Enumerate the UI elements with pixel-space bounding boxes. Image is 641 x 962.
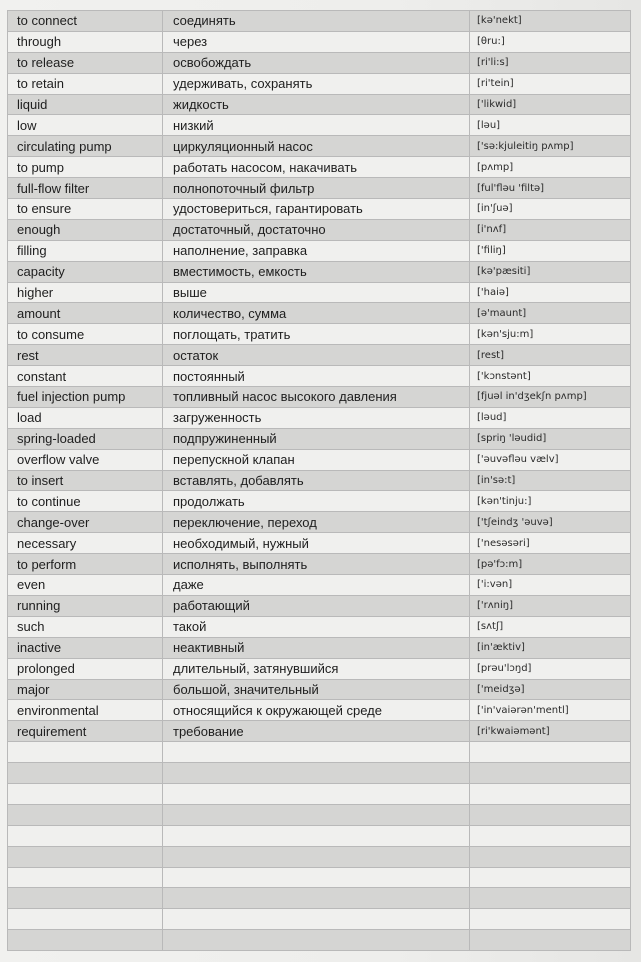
translation-cell: циркуляционный насос (163, 136, 470, 157)
empty-cell (470, 804, 631, 825)
empty-cell (163, 846, 470, 867)
term-cell: fuel injection pump (8, 387, 163, 408)
translation-cell: остаток (163, 345, 470, 366)
empty-cell (470, 888, 631, 909)
term-cell: requirement (8, 721, 163, 742)
transcription-cell: [ri'kwaiəmənt] (470, 721, 631, 742)
translation-cell: через (163, 31, 470, 52)
vocabulary-row (8, 595, 631, 616)
transcription-cell: [in'ʃuə] (470, 199, 631, 220)
term-cell: to retain (8, 73, 163, 94)
empty-cell (8, 825, 163, 846)
vocabulary-row (8, 157, 631, 178)
translation-cell: требование (163, 721, 470, 742)
translation-cell: соединять (163, 11, 470, 32)
vocabulary-row (8, 554, 631, 575)
empty-cell (8, 783, 163, 804)
term-cell: inactive (8, 637, 163, 658)
translation-cell: большой, значительный (163, 679, 470, 700)
transcription-cell: ['likwid] (470, 94, 631, 115)
vocabulary-row (8, 637, 631, 658)
empty-cell (163, 825, 470, 846)
translation-cell: загруженность (163, 407, 470, 428)
term-cell: change-over (8, 512, 163, 533)
translation-cell: подпружиненный (163, 428, 470, 449)
translation-cell: поглощать, тратить (163, 324, 470, 345)
vocabulary-row (8, 115, 631, 136)
term-cell: to continue (8, 491, 163, 512)
translation-cell: жидкость (163, 94, 470, 115)
term-cell: environmental (8, 700, 163, 721)
transcription-cell: ['kɔnstənt] (470, 366, 631, 387)
transcription-cell: [ləud] (470, 407, 631, 428)
empty-cell (163, 909, 470, 930)
term-cell: even (8, 575, 163, 596)
empty-cell (163, 742, 470, 763)
vocabulary-table-body (8, 11, 631, 951)
vocabulary-row (8, 324, 631, 345)
vocabulary-row (8, 512, 631, 533)
empty-row (8, 804, 631, 825)
empty-cell (163, 763, 470, 784)
transcription-cell: ['in'vaiərən'mentl] (470, 700, 631, 721)
vocabulary-row (8, 575, 631, 596)
translation-cell: работать насосом, накачивать (163, 157, 470, 178)
vocabulary-row (8, 282, 631, 303)
vocabulary-row (8, 679, 631, 700)
translation-cell: вставлять, добавлять (163, 470, 470, 491)
term-cell: rest (8, 345, 163, 366)
vocabulary-row (8, 470, 631, 491)
term-cell: full-flow filter (8, 178, 163, 199)
empty-cell (8, 846, 163, 867)
translation-cell: удостовериться, гарантировать (163, 199, 470, 220)
term-cell: overflow valve (8, 449, 163, 470)
term-cell: to perform (8, 554, 163, 575)
term-cell: prolonged (8, 658, 163, 679)
term-cell: circulating pump (8, 136, 163, 157)
transcription-cell: ['filiŋ] (470, 240, 631, 261)
translation-cell: вместимость, емкость (163, 261, 470, 282)
empty-cell (470, 825, 631, 846)
vocabulary-row (8, 73, 631, 94)
translation-cell: постоянный (163, 366, 470, 387)
translation-cell: неактивный (163, 637, 470, 658)
vocabulary-row (8, 407, 631, 428)
transcription-cell: [kən'sju:m] (470, 324, 631, 345)
vocabulary-row (8, 658, 631, 679)
translation-cell: даже (163, 575, 470, 596)
vocabulary-row (8, 721, 631, 742)
empty-row (8, 742, 631, 763)
term-cell: to consume (8, 324, 163, 345)
term-cell: capacity (8, 261, 163, 282)
transcription-cell: [sʌtʃ] (470, 616, 631, 637)
translation-cell: перепускной клапан (163, 449, 470, 470)
empty-cell (8, 867, 163, 888)
vocabulary-row (8, 366, 631, 387)
transcription-cell: [prəu'lɔŋd] (470, 658, 631, 679)
empty-cell (470, 930, 631, 951)
transcription-cell: [ə'maunt] (470, 303, 631, 324)
term-cell: load (8, 407, 163, 428)
translation-cell: низкий (163, 115, 470, 136)
empty-cell (163, 804, 470, 825)
transcription-cell: [i'nʌf] (470, 219, 631, 240)
transcription-cell: [ful'fləu 'filtə] (470, 178, 631, 199)
empty-row (8, 825, 631, 846)
transcription-cell: [kə'nekt] (470, 11, 631, 32)
vocabulary-row (8, 491, 631, 512)
translation-cell: такой (163, 616, 470, 637)
vocabulary-row (8, 533, 631, 554)
empty-cell (8, 909, 163, 930)
vocabulary-row (8, 199, 631, 220)
transcription-cell: [in'sə:t] (470, 470, 631, 491)
vocabulary-row (8, 616, 631, 637)
term-cell: higher (8, 282, 163, 303)
term-cell: running (8, 595, 163, 616)
vocabulary-row (8, 11, 631, 32)
vocabulary-row (8, 31, 631, 52)
term-cell: liquid (8, 94, 163, 115)
empty-row (8, 888, 631, 909)
empty-cell (8, 930, 163, 951)
translation-cell: освобождать (163, 52, 470, 73)
empty-cell (470, 846, 631, 867)
vocabulary-row (8, 240, 631, 261)
translation-cell: необходимый, нужный (163, 533, 470, 554)
transcription-cell: [pʌmp] (470, 157, 631, 178)
empty-cell (8, 763, 163, 784)
term-cell: spring-loaded (8, 428, 163, 449)
empty-cell (470, 742, 631, 763)
translation-cell: достаточный, достаточно (163, 219, 470, 240)
term-cell: to pump (8, 157, 163, 178)
translation-cell: исполнять, выполнять (163, 554, 470, 575)
vocabulary-table (7, 10, 631, 951)
term-cell: constant (8, 366, 163, 387)
term-cell: major (8, 679, 163, 700)
empty-row (8, 930, 631, 951)
term-cell: to release (8, 52, 163, 73)
empty-cell (470, 909, 631, 930)
transcription-cell: ['əuvəfləu vælv] (470, 449, 631, 470)
translation-cell: продолжать (163, 491, 470, 512)
translation-cell: наполнение, заправка (163, 240, 470, 261)
transcription-cell: [ri'tein] (470, 73, 631, 94)
transcription-cell: [θru:] (470, 31, 631, 52)
transcription-cell: [pə'fɔ:m] (470, 554, 631, 575)
empty-cell (163, 783, 470, 804)
transcription-cell: ['i:vən] (470, 575, 631, 596)
translation-cell: количество, сумма (163, 303, 470, 324)
vocabulary-row (8, 219, 631, 240)
translation-cell: топливный насос высокого давления (163, 387, 470, 408)
term-cell: amount (8, 303, 163, 324)
empty-cell (470, 763, 631, 784)
translation-cell: длительный, затянувшийся (163, 658, 470, 679)
vocabulary-row (8, 52, 631, 73)
empty-cell (163, 867, 470, 888)
vocabulary-row (8, 700, 631, 721)
vocabulary-row (8, 136, 631, 157)
translation-cell: переключение, переход (163, 512, 470, 533)
empty-row (8, 846, 631, 867)
empty-cell (470, 783, 631, 804)
empty-cell (163, 930, 470, 951)
empty-row (8, 909, 631, 930)
empty-row (8, 867, 631, 888)
vocabulary-row (8, 345, 631, 366)
transcription-cell: [kən'tinju:] (470, 491, 631, 512)
term-cell: such (8, 616, 163, 637)
empty-row (8, 763, 631, 784)
vocabulary-row (8, 261, 631, 282)
term-cell: necessary (8, 533, 163, 554)
vocabulary-row (8, 449, 631, 470)
vocabulary-row (8, 178, 631, 199)
empty-cell (8, 804, 163, 825)
empty-cell (8, 888, 163, 909)
translation-cell: полнопоточный фильтр (163, 178, 470, 199)
term-cell: to ensure (8, 199, 163, 220)
vocabulary-row (8, 387, 631, 408)
transcription-cell: [rest] (470, 345, 631, 366)
empty-cell (163, 888, 470, 909)
translation-cell: выше (163, 282, 470, 303)
transcription-cell: ['meidʒə] (470, 679, 631, 700)
transcription-cell: ['nesəsəri] (470, 533, 631, 554)
transcription-cell: [spriŋ 'ləudid] (470, 428, 631, 449)
transcription-cell: [in'æktiv] (470, 637, 631, 658)
translation-cell: относящийся к окружающей среде (163, 700, 470, 721)
transcription-cell: [fjuəl in'dʒekʃn pʌmp] (470, 387, 631, 408)
empty-cell (8, 742, 163, 763)
transcription-cell: ['haiə] (470, 282, 631, 303)
term-cell: low (8, 115, 163, 136)
term-cell: through (8, 31, 163, 52)
vocabulary-row (8, 94, 631, 115)
term-cell: to insert (8, 470, 163, 491)
term-cell: to connect (8, 11, 163, 32)
empty-cell (470, 867, 631, 888)
transcription-cell: [kə'pæsiti] (470, 261, 631, 282)
transcription-cell: [ləu] (470, 115, 631, 136)
translation-cell: удерживать, сохранять (163, 73, 470, 94)
transcription-cell: [ri'li:s] (470, 52, 631, 73)
empty-row (8, 783, 631, 804)
term-cell: enough (8, 219, 163, 240)
transcription-cell: ['sə:kjuleitiŋ pʌmp] (470, 136, 631, 157)
transcription-cell: ['rʌniŋ] (470, 595, 631, 616)
translation-cell: работающий (163, 595, 470, 616)
vocabulary-row (8, 303, 631, 324)
transcription-cell: ['tʃeindʒ 'əuvə] (470, 512, 631, 533)
vocabulary-row (8, 428, 631, 449)
term-cell: filling (8, 240, 163, 261)
